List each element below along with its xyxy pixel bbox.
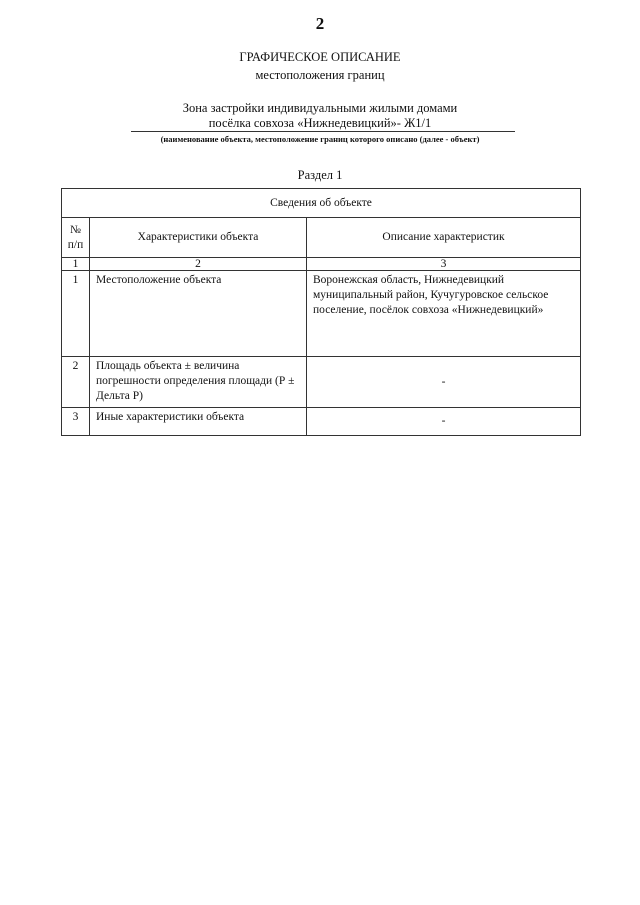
column-header-description: Описание характеристик	[307, 218, 581, 258]
row-characteristic: Иные характеристики объекта	[90, 408, 307, 436]
row-number: 1	[62, 271, 90, 357]
object-name-line1: Зона застройки индивидуальными жилыми домами	[182, 101, 458, 115]
object-info-table	[61, 188, 581, 436]
row-description: -	[307, 408, 581, 436]
row-description: Воронежская область, Нижнедевицкий муниципальный район, Кучугуровское сельское поселение, посёлок совхоза «Нижнедевицкий»	[307, 271, 581, 357]
table-row	[62, 408, 581, 436]
row-number: 2	[62, 357, 90, 408]
document-title: ГРАФИЧЕСКОЕ ОПИСАНИЕ	[239, 50, 401, 64]
column-header-number: № п/п	[62, 218, 90, 258]
table-row	[62, 357, 581, 408]
object-name-line2: посёлка совхоза «Нижнедевицкий»- Ж1/1	[208, 116, 432, 130]
underline-rule	[131, 131, 515, 132]
row-characteristic: Площадь объекта ± величина погрешности определения площади (Р ± Дельта Р)	[90, 357, 307, 408]
row-description: -	[307, 357, 581, 408]
column-number-row	[62, 258, 581, 271]
row-number: 3	[62, 408, 90, 436]
page-number: 2	[315, 14, 325, 33]
table-title-row	[62, 189, 581, 218]
section-title: Раздел 1	[297, 168, 343, 182]
column-index-1: 1	[62, 258, 90, 271]
object-caption: (наименование объекта, местоположение границ которого описано (далее - объект)	[160, 134, 480, 144]
column-index-2: 2	[90, 258, 307, 271]
table-header-row	[62, 218, 581, 258]
column-header-characteristic: Характеристики объекта	[90, 218, 307, 258]
row-characteristic: Местоположение объекта	[90, 271, 307, 357]
document-subtitle: местоположения границ	[255, 68, 385, 82]
table-row	[62, 271, 581, 357]
column-index-3: 3	[307, 258, 581, 271]
table-title: Сведения об объекте	[62, 189, 581, 218]
